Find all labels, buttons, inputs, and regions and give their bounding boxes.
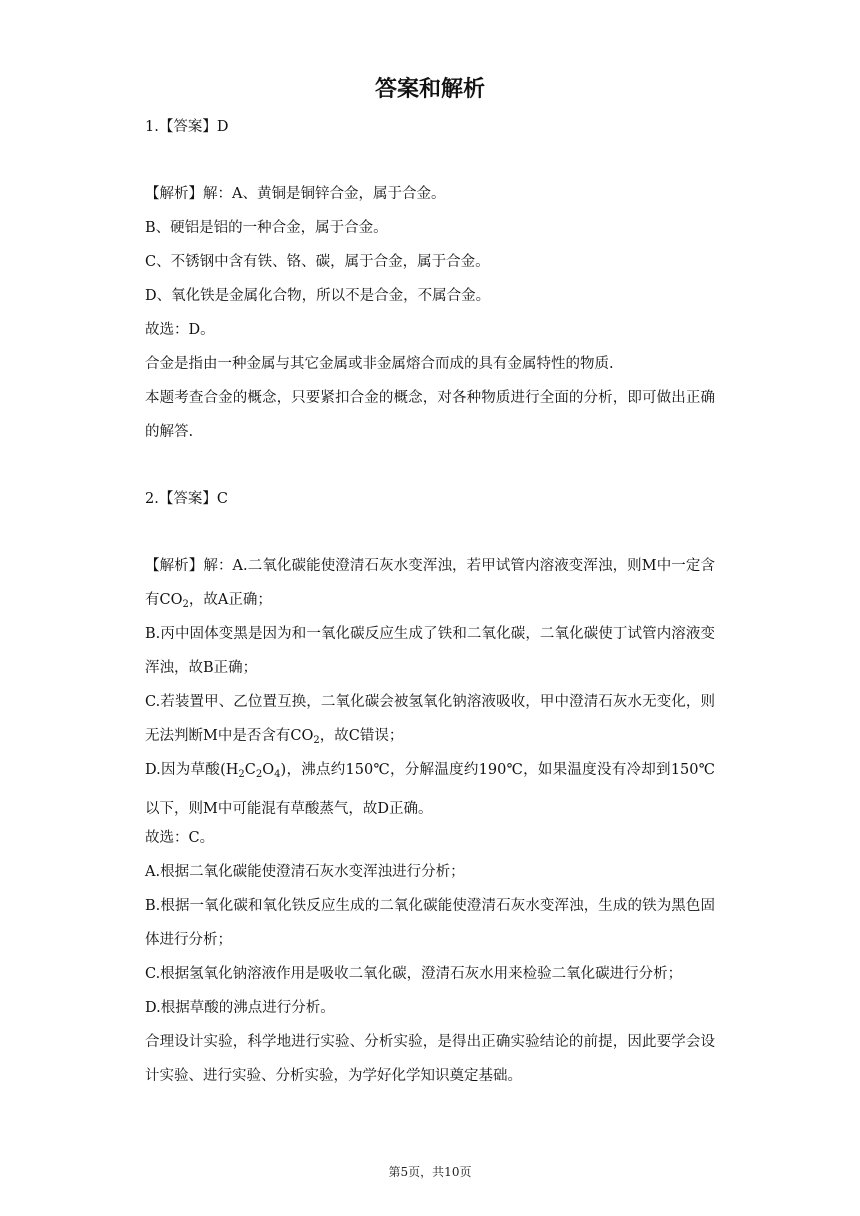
co2-formula: $CO_2$ [290,728,320,746]
q1-answer: 1.【答案】D [145,119,229,135]
q2-answer: 2.【答案】C [145,491,228,507]
q2-option-d: D.因为草酸$(H_2C_2O_4)$，沸点约150℃，分解温度约190℃，如果温度没有冷却到150℃以下，则M中可能混有草酸蒸气，故D正确。 [145,762,715,817]
page-footer: 第5页，共10页 [388,1165,472,1179]
q2-option-a: 【解析】解：A.二氧化碳能使澄清石灰水变浑浊，若甲试管内溶液变浑浊，则M中一定含有$CO_2$，故A正确； [145,558,715,610]
q2-analysis-line: A.根据二氧化碳能使澄清石灰水变浑浊进行分析； [145,864,465,880]
q1-analysis-line: C、不锈钢中含有铁、铬、碳，属于合金，属于合金。 [145,254,490,270]
q1-choice: 故选：D。 [145,322,215,338]
q1-summary: 本题考查合金的概念，只要紧扣合金的概念，对各种物质进行全面的分析，即可做出正确的解答. [145,390,715,440]
co2-formula: $CO_2$ [159,592,189,610]
q1-analysis-line: 【解析】解：A、黄铜是铜锌合金，属于合金。 [145,186,446,202]
q2-analysis-line: B.根据一氧化碳和氧化铁反应生成的二氧化碳能使澄清石灰水变浑浊，生成的铁为黑色固体进行分析； [145,898,715,948]
q2-choice: 故选：C。 [145,830,215,846]
q2-summary: 合理设计实验，科学地进行实验、分析实验，是得出正确实验结论的前提，因此要学会设计实验、进行实验、分析实验，为学好化学知识奠定基础。 [145,1034,715,1084]
q1-analysis-line: D、氧化铁是金属化合物，所以不是合金，不属合金。 [145,288,491,304]
page-title: 答案和解析 [374,77,485,102]
q2-analysis-line: C.根据氢氧化钠溶液作用是吸收二氧化碳，澄清石灰水用来检验二氧化碳进行分析； [145,966,683,982]
q2-option-b: B.丙中固体变黑是因为和一氧化碳反应生成了铁和二氧化碳，二氧化碳使丁试管内溶液变浑浊，故B正确； [145,626,715,676]
oxalic-acid-formula: $H_2C_2O_4$ [225,762,281,780]
q2-analysis-line: D.根据草酸的沸点进行分析。 [145,1000,335,1016]
q1-definition: 合金是指由一种金属与其它金属或非金属熔合而成的具有金属特性的物质. [145,356,614,372]
q1-analysis-line: B、硬铝是铝的一种合金，属于合金。 [145,220,388,236]
q2-option-c: C.若装置甲、乙位置互换，二氧化碳会被氢氧化钠溶液吸收，甲中澄清石灰水无变化，则无法判断M中是否含有$CO_2$，故C错误； [145,694,715,746]
